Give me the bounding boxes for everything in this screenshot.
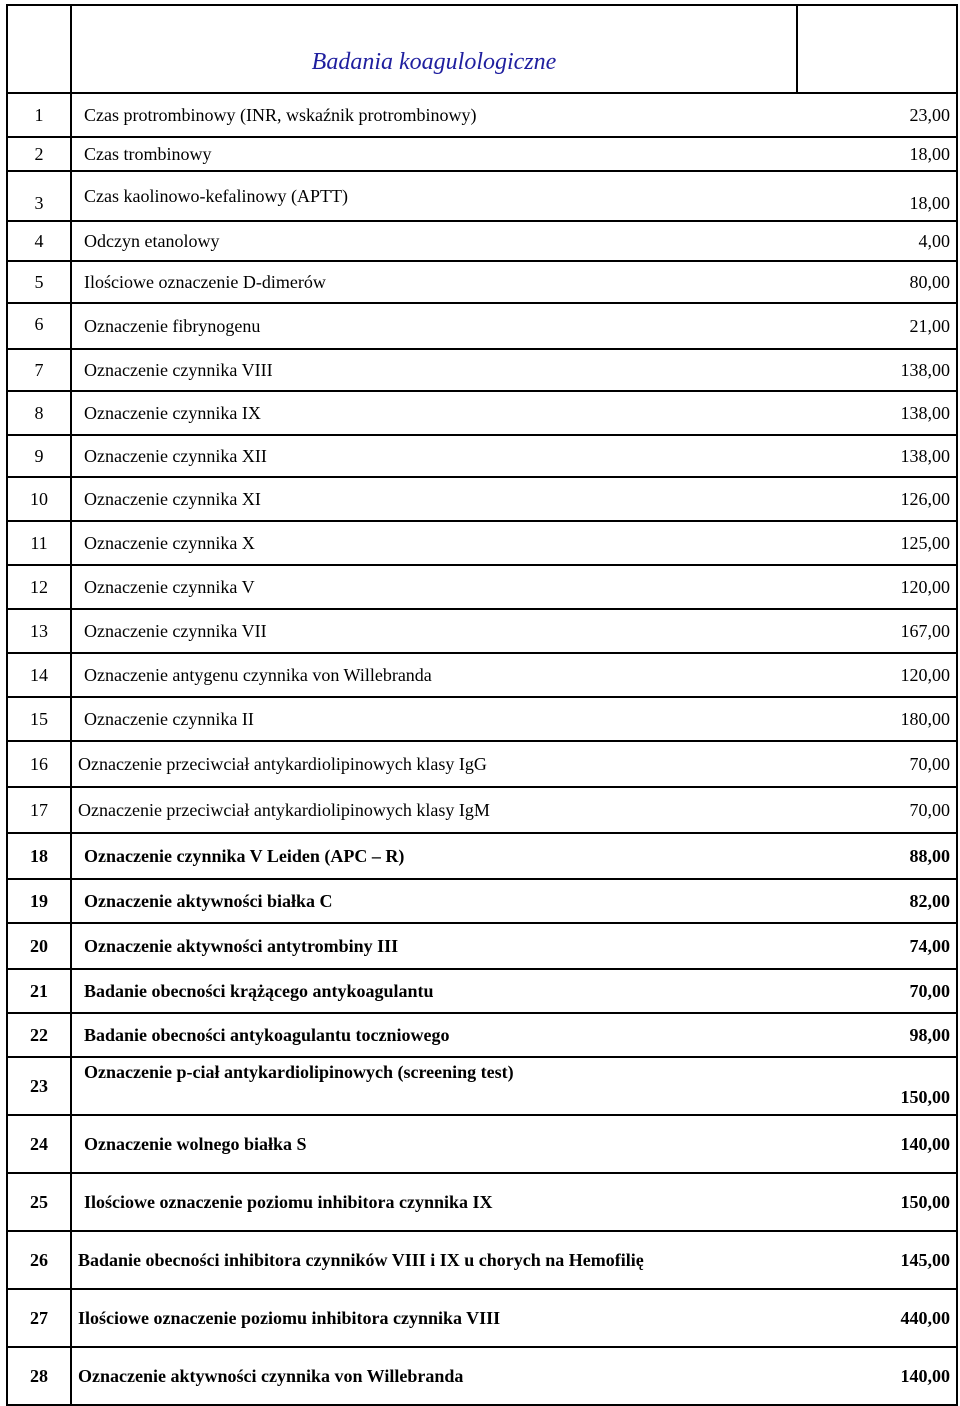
table-row <box>7 1347 957 1405</box>
test-price: 23,00 <box>797 93 957 137</box>
test-name: Oznaczenie wolnego białka S <box>71 1115 797 1173</box>
test-price: 120,00 <box>797 565 957 609</box>
test-name: Ilościowe oznaczenie poziomu inhibitora czynnika IX <box>71 1173 797 1231</box>
row-number: 26 <box>7 1231 71 1289</box>
test-name: Oznaczenie czynnika V <box>71 565 797 609</box>
test-name: Oznaczenie czynnika X <box>71 521 797 565</box>
test-name: Oznaczenie antygenu czynnika von Willebranda <box>71 653 797 697</box>
table-row <box>7 137 957 171</box>
test-name: Ilościowe oznaczenie D-dimerów <box>71 261 797 303</box>
table-title: Badania koagulologiczne <box>71 5 797 93</box>
row-number: 7 <box>7 349 71 391</box>
table-row <box>7 1057 957 1115</box>
table-row <box>7 1289 957 1347</box>
row-number: 10 <box>7 477 71 521</box>
test-price: 180,00 <box>797 697 957 741</box>
table-row <box>7 303 957 349</box>
title-row <box>7 5 957 93</box>
test-name: Oznaczenie czynnika XII <box>71 435 797 477</box>
table-row <box>7 261 957 303</box>
test-name: Oznaczenie aktywności białka C <box>71 879 797 923</box>
row-number: 5 <box>7 261 71 303</box>
test-name: Czas kaolinowo-kefalinowy (APTT) <box>71 171 797 221</box>
test-price: 74,00 <box>797 923 957 969</box>
test-name: Oznaczenie czynnika IX <box>71 391 797 435</box>
table-row <box>7 1013 957 1057</box>
row-number: 3 <box>7 171 71 221</box>
test-name: Oznaczenie fibrynogenu <box>71 303 797 349</box>
test-price: 18,00 <box>797 171 957 221</box>
test-name: Oznaczenie czynnika V Leiden (APC – R) <box>71 833 797 879</box>
row-number: 4 <box>7 221 71 261</box>
test-name: Oznaczenie przeciwciał antykardiolipinowych klasy IgM <box>71 787 797 833</box>
row-number: 27 <box>7 1289 71 1347</box>
row-number: 13 <box>7 609 71 653</box>
table-row <box>7 609 957 653</box>
table-row <box>7 1173 957 1231</box>
test-price: 70,00 <box>797 741 957 787</box>
table-row <box>7 221 957 261</box>
test-name: Badanie obecności inhibitora czynników VIII i IX u chorych na Hemofilię <box>71 1231 797 1289</box>
title-price-cell <box>797 5 957 93</box>
test-price: 150,00 <box>797 1173 957 1231</box>
test-price: 140,00 <box>797 1115 957 1173</box>
table-row <box>7 1115 957 1173</box>
row-number: 6 <box>7 303 71 349</box>
test-price: 140,00 <box>797 1347 957 1405</box>
test-price: 138,00 <box>797 435 957 477</box>
test-name: Ilościowe oznaczenie poziomu inhibitora czynnika VIII <box>71 1289 797 1347</box>
row-number: 15 <box>7 697 71 741</box>
row-number: 21 <box>7 969 71 1013</box>
table-row <box>7 879 957 923</box>
test-name: Oznaczenie aktywności czynnika von Willebranda <box>71 1347 797 1405</box>
table-row <box>7 93 957 137</box>
test-name: Oznaczenie czynnika VIII <box>71 349 797 391</box>
test-price: 138,00 <box>797 349 957 391</box>
table-row <box>7 969 957 1013</box>
row-number: 12 <box>7 565 71 609</box>
test-price: 18,00 <box>797 137 957 171</box>
test-price: 4,00 <box>797 221 957 261</box>
table-row <box>7 391 957 435</box>
row-number: 19 <box>7 879 71 923</box>
table-row <box>7 435 957 477</box>
row-number: 22 <box>7 1013 71 1057</box>
test-price: 167,00 <box>797 609 957 653</box>
row-number: 23 <box>7 1057 71 1115</box>
test-name: Oznaczenie czynnika XI <box>71 477 797 521</box>
test-price: 70,00 <box>797 787 957 833</box>
test-name: Badanie obecności krążącego antykoagulantu <box>71 969 797 1013</box>
table-row <box>7 171 957 221</box>
test-name: Oznaczenie czynnika VII <box>71 609 797 653</box>
test-name: Czas trombinowy <box>71 137 797 171</box>
test-price: 126,00 <box>797 477 957 521</box>
table-row <box>7 787 957 833</box>
table-row <box>7 521 957 565</box>
row-number: 2 <box>7 137 71 171</box>
test-name: Oznaczenie p-ciał antykardiolipinowych (screening test) <box>71 1057 797 1115</box>
test-price: 440,00 <box>797 1289 957 1347</box>
test-name: Oznaczenie aktywności antytrombiny III <box>71 923 797 969</box>
test-name: Badanie obecności antykoagulantu toczniowego <box>71 1013 797 1057</box>
row-number: 8 <box>7 391 71 435</box>
table-row <box>7 697 957 741</box>
row-number: 20 <box>7 923 71 969</box>
row-number: 18 <box>7 833 71 879</box>
test-price: 82,00 <box>797 879 957 923</box>
row-number: 17 <box>7 787 71 833</box>
table-row <box>7 565 957 609</box>
row-number: 28 <box>7 1347 71 1405</box>
test-price: 150,00 <box>797 1057 957 1115</box>
table-row <box>7 741 957 787</box>
row-number: 1 <box>7 93 71 137</box>
table-row <box>7 477 957 521</box>
test-price: 70,00 <box>797 969 957 1013</box>
test-name: Czas protrombinowy (INR, wskaźnik protrombinowy) <box>71 93 797 137</box>
row-number: 25 <box>7 1173 71 1231</box>
price-list-sheet <box>6 4 958 1388</box>
test-price: 125,00 <box>797 521 957 565</box>
test-price: 21,00 <box>797 303 957 349</box>
row-number: 9 <box>7 435 71 477</box>
table-row <box>7 923 957 969</box>
test-name: Oznaczenie przeciwciał antykardiolipinowych klasy IgG <box>71 741 797 787</box>
row-number: 11 <box>7 521 71 565</box>
test-name: Odczyn etanolowy <box>71 221 797 261</box>
row-number: 24 <box>7 1115 71 1173</box>
title-num-cell <box>7 5 71 93</box>
row-number: 16 <box>7 741 71 787</box>
test-price: 120,00 <box>797 653 957 697</box>
test-price: 80,00 <box>797 261 957 303</box>
table-row <box>7 653 957 697</box>
table-row <box>7 1231 957 1289</box>
test-price: 138,00 <box>797 391 957 435</box>
row-number: 14 <box>7 653 71 697</box>
test-price: 98,00 <box>797 1013 957 1057</box>
table-row <box>7 833 957 879</box>
test-price: 88,00 <box>797 833 957 879</box>
test-name: Oznaczenie czynnika II <box>71 697 797 741</box>
table-row <box>7 349 957 391</box>
test-price: 145,00 <box>797 1231 957 1289</box>
price-table <box>6 4 958 1406</box>
